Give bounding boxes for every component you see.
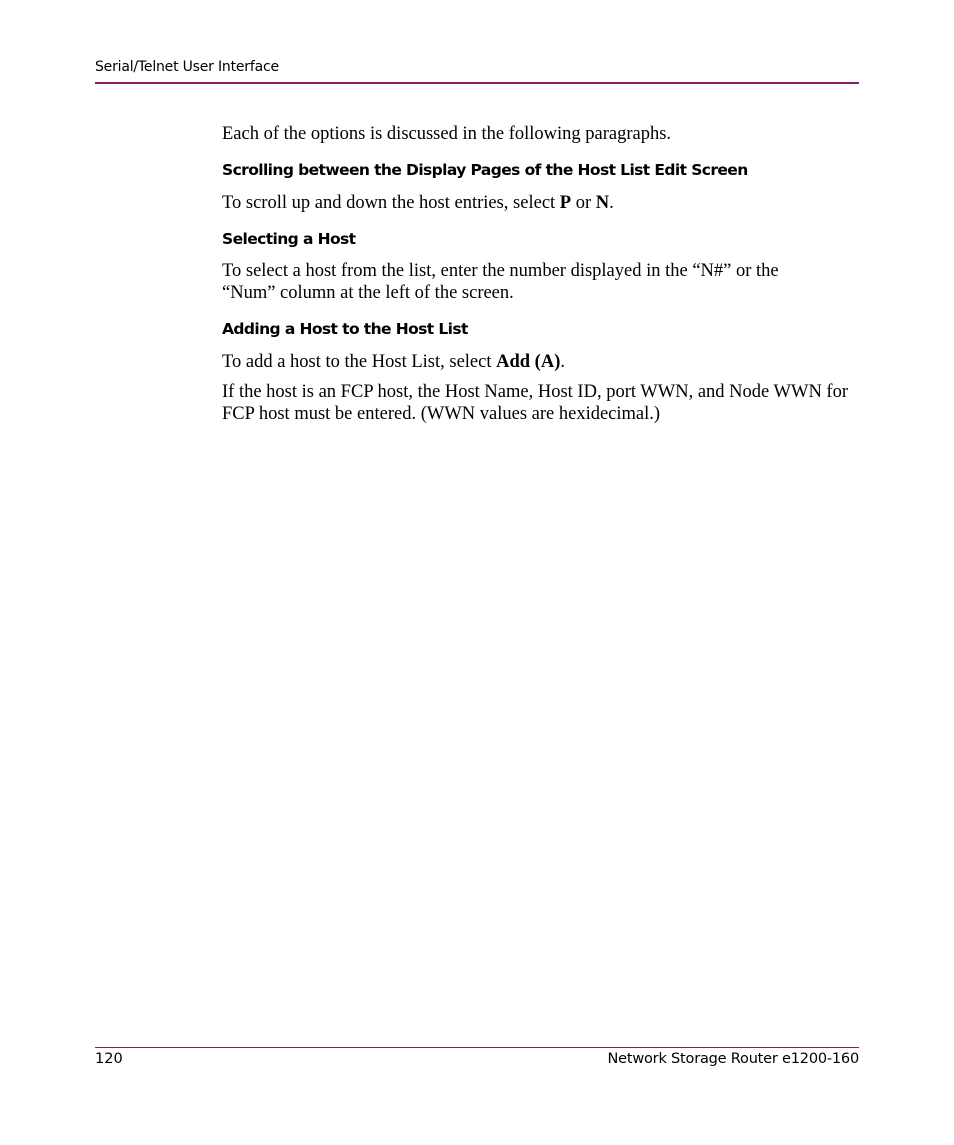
header-rule [95,82,859,84]
footer-rule [95,1047,859,1048]
section-heading-scrolling: Scrolling between the Display Pages of the Host List Edit Screen [222,161,748,179]
period-text: . [609,193,614,213]
section-heading-adding: Adding a Host to the Host List [222,320,468,338]
adding-text: To add a host to the Host List, select [222,352,497,372]
fcp-paragraph: If the host is an FCP host, the Host Name, Host ID, port WWN, and Node WWN for FCP host must be entered. (WWN values are hexidecimal.) [222,382,849,424]
or-text: or [571,193,596,213]
intro-paragraph: Each of the options is discussed in the following paragraphs. [222,124,672,144]
adding-paragraph [222,351,862,373]
key-p: P [559,193,572,213]
scrolling-text: To scroll up and down the host entries, select [222,193,560,213]
selecting-paragraph: To select a host from the list, enter the number displayed in the “N#” or the “Num” column at the left of the screen. [222,261,779,303]
page-number: 120 [95,1051,123,1067]
footer-doc-title: Network Storage Router e1200-160 [607,1051,859,1067]
scrolling-paragraph [222,192,862,214]
running-header: Serial/Telnet User Interface [95,59,279,75]
adding-period: . [560,352,565,372]
add-command: Add (A) [496,352,561,372]
key-n: N [595,193,610,213]
section-heading-selecting: Selecting a Host [222,230,356,248]
